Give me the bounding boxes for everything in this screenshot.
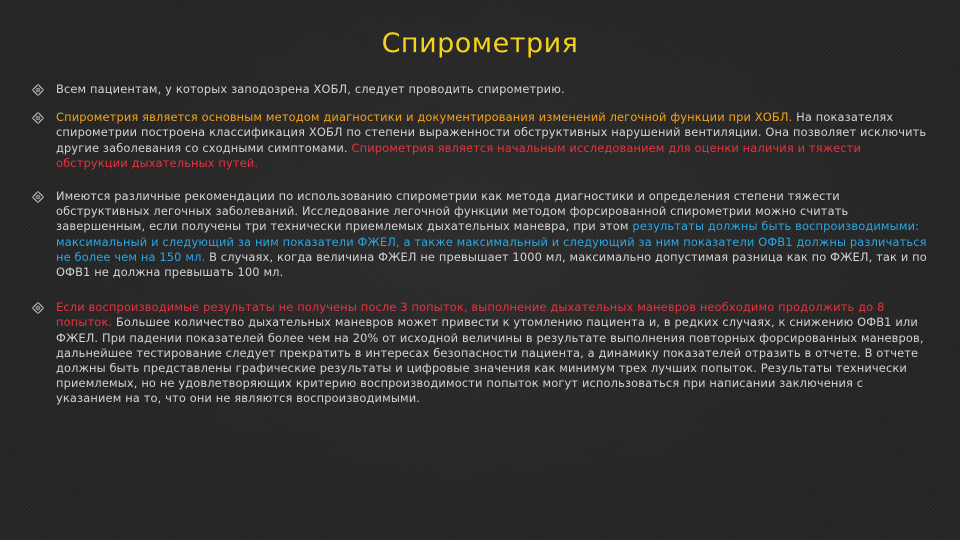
- text-segment: Имеются различные рекомендации по использованию спирометрии как метода диагностики и определения степени тяжести обструктивных легочных заболеваний. Исследование легочной функции методом форсированной спирометрии можно считать завершенным, если получены три технически приемлемых дыхательных маневра, при этом: [56, 189, 849, 234]
- bullet-text: [56, 82, 565, 96]
- diamond-bullet-icon: [32, 302, 44, 314]
- bullet-item: [30, 300, 930, 406]
- diamond-bullet-icon: [32, 84, 44, 96]
- bullet-text: [56, 189, 927, 279]
- text-segment: В случаях, когда величина ФЖЕЛ не превышает 1000 мл, максимально допустимая разница как по ФЖЕЛ, так и по ОФВ1 не должна превышать 100 мл.: [56, 249, 927, 280]
- bullet-item: [30, 82, 930, 97]
- highlight-text: Спирометрия является начальным исследованием для оценки наличия и тяжести обструкции дыхательных путей.: [56, 140, 862, 170]
- bullet-item: [30, 189, 930, 280]
- bullet-item: [30, 110, 930, 171]
- bullet-text: [56, 300, 924, 405]
- diamond-bullet-icon: [32, 112, 44, 124]
- highlight-text: результаты должны быть воспроизводимыми: максимальный и следующий за ним показатели ФЖЕЛ, а также максимальный и следующий за ним показатели ОФВ1 должны различаться не более чем на 150 мл.: [56, 219, 927, 264]
- text-segment: На показателях спирометрии построена классификация ХОБЛ по степени выраженности обструктивных нарушений вентиляции. Она позволяет исключить другие заболевания со сходными симптомами.: [56, 110, 927, 155]
- slide-title: Спирометрия: [381, 28, 579, 59]
- text-segment: Всем пациентам, у которых заподозрена ХОБЛ, следует проводить спирометрию.: [56, 82, 565, 96]
- bullet-text: [56, 110, 926, 170]
- highlight-text: Если воспроизводимые результаты не получены после 3 попыток, выполнение дыхательных маневров необходимо продолжить до 8 попыток.: [56, 300, 885, 330]
- text-segment: Большее количество дыхательных маневров может привести к утомлению пациента и, в редких случаях, к снижению ОФВ1 или ФЖЕЛ. При падении показателей более чем на 20% от исходной величины в результате выполнения повторных форсированных маневров, дальнейшее тестирование следует прекратить в интересах безопасности пациента, а динамику показателей отразить в отчете. В отчете должны быть представлены графические результаты и цифровые значения как минимум трех лучших попыток. Результаты технически приемлемых, но не удовлетворяющих критерию воспроизводимости попыток могут использоваться при написании заключения с указанием на то, что они не являются воспроизводимыми.: [56, 315, 924, 406]
- highlight-text: Спирометрия является основным методом диагностики и документирования изменений легочной функции при ХОБЛ.: [56, 110, 793, 125]
- bullet-list: [30, 82, 930, 407]
- diamond-bullet-icon: [32, 191, 44, 203]
